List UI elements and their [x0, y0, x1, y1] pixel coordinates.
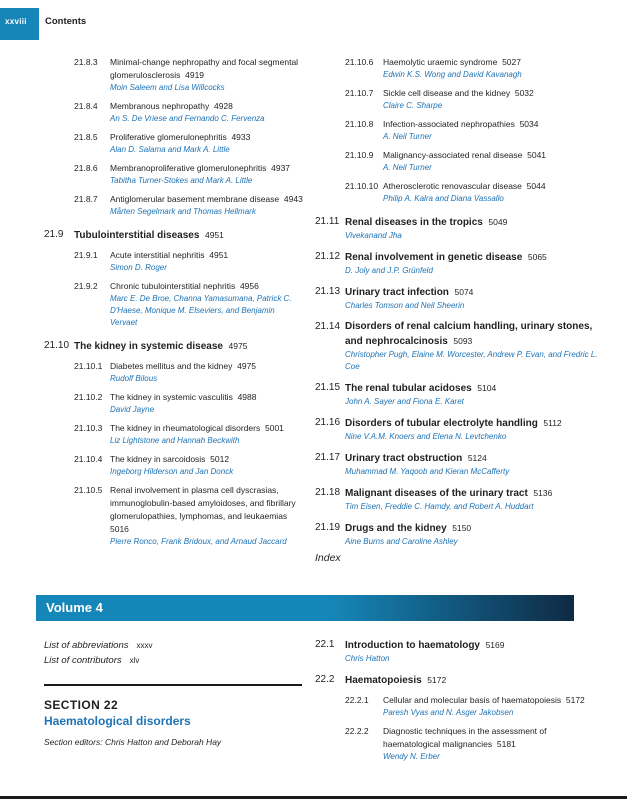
toc-section[interactable] — [315, 451, 605, 478]
entry-authors: An S. De Vriese and Fernando C. Fervenza — [110, 114, 265, 123]
entry-page: 5032 — [514, 88, 534, 98]
entry-title: The renal tubular acidoses — [345, 383, 472, 394]
entry-number: 21.10 — [44, 340, 70, 351]
entry-page: 5044 — [526, 181, 546, 191]
entry-title: The kidney in systemic disease — [74, 341, 223, 352]
toc-entry[interactable] — [44, 100, 304, 125]
entry-page: 4951 — [204, 230, 224, 240]
toc-entry[interactable] — [315, 118, 605, 143]
entry-authors: Pierre Ronco, Frank Bridoux, and Arnaud Jaccard — [110, 537, 287, 546]
toc-entry[interactable] — [315, 725, 605, 763]
entry-number: 21.8.7 — [74, 194, 98, 204]
entry-number: 21.11 — [315, 216, 340, 227]
contributors-page: xlv — [129, 656, 140, 665]
entry-title: Proliferative glomerulonephritis — [110, 132, 227, 142]
toc-entry[interactable] — [315, 149, 605, 174]
entry-title: Membranoproliferative glomerulonephritis — [110, 163, 267, 173]
entry-number: 21.18 — [315, 487, 341, 498]
entry-authors: Nine V.A.M. Knoers and Elena N. Levtchenko — [345, 432, 507, 441]
section-divider — [44, 684, 302, 686]
entry-number: 21.16 — [315, 417, 341, 428]
entry-number: 21.10.5 — [74, 485, 103, 495]
entry-authors: Edwin K.S. Wong and David Kavanagh — [383, 70, 522, 79]
entry-authors: Charles Tomson and Neil Sheerin — [345, 301, 465, 310]
entry-authors: Aine Burns and Caroline Ashley — [345, 537, 458, 546]
toc-section[interactable] — [44, 228, 304, 243]
toc-entry[interactable] — [44, 391, 304, 416]
entry-authors: A. Neil Turner — [383, 163, 432, 172]
entry-number: 21.19 — [315, 522, 341, 533]
entry-authors: Tabitha Turner-Stokes and Mark A. Little — [110, 176, 253, 185]
entry-page: 4975 — [228, 341, 248, 351]
entry-number: 21.8.6 — [74, 163, 98, 173]
toc-section[interactable] — [315, 215, 605, 242]
abbreviations-page: xxxv — [136, 641, 153, 650]
entry-authors: John A. Sayer and Fiona E. Karet — [345, 397, 464, 406]
entry-title: Diagnostic techniques in the assessment of haematological malignancies — [383, 726, 547, 749]
contributors-entry[interactable] — [44, 653, 153, 668]
toc-entry[interactable] — [315, 694, 605, 719]
entry-page: 5012 — [210, 454, 230, 464]
entry-title: Minimal-change nephropathy and focal segmental glomerulosclerosis — [110, 57, 299, 80]
toc-entry[interactable] — [315, 56, 605, 81]
entry-title: Disorders of tubular electrolyte handling — [345, 418, 538, 429]
entry-number: 22.1 — [315, 639, 335, 650]
entry-number: 21.17 — [315, 452, 341, 463]
entry-authors: Simon D. Roger — [110, 263, 167, 272]
entry-authors: Muhammad M. Yaqoob and Kieran McCafferty — [345, 467, 510, 476]
entry-page: 5172 — [427, 675, 447, 685]
toc-section[interactable] — [315, 285, 605, 312]
volume4-entries — [315, 638, 605, 763]
section-title: Haematological disorders — [44, 714, 191, 728]
entry-page: 5049 — [488, 217, 508, 227]
entry-page: 5172 — [565, 695, 585, 705]
toc-section[interactable] — [44, 339, 304, 354]
entry-authors: Wendy N. Erber — [383, 752, 440, 761]
entry-number: 21.9.2 — [74, 281, 98, 291]
volume-label: Volume 4 — [46, 600, 103, 615]
entry-number: 22.2.2 — [345, 726, 369, 736]
entry-authors: Paresh Vyas and N. Asger Jakobsen — [383, 708, 514, 717]
page-number: xxviii — [5, 17, 27, 26]
entry-page: 5169 — [485, 640, 505, 650]
entry-title: Antiglomerular basement membrane disease — [110, 194, 280, 204]
toc-section[interactable] — [315, 673, 605, 688]
entry-number: 21.10.8 — [345, 119, 374, 129]
front-matter-list — [44, 638, 153, 668]
entry-page: 5065 — [527, 252, 547, 262]
entry-title: Malignancy-associated renal disease — [383, 150, 523, 160]
entry-authors: A. Neil Turner — [383, 132, 432, 141]
entry-number: 21.10.6 — [345, 57, 374, 67]
entry-title: Tubulointerstitial diseases — [74, 230, 200, 241]
entry-number: 22.2.1 — [345, 695, 369, 705]
entry-authors: Marc E. De Broe, Channa Yamasumana, Patrick C. D'Haese, Monique M. Elseviers, and Benjamin Vervaet — [110, 294, 292, 327]
entry-title: Drugs and the kidney — [345, 523, 447, 534]
entry-page: 5112 — [543, 418, 562, 428]
entry-page: 5093 — [453, 336, 473, 346]
entry-title: Sickle cell disease and the kidney — [383, 88, 511, 98]
toc-entry[interactable] — [44, 422, 304, 447]
entry-page: 5136 — [533, 488, 553, 498]
toc-entry[interactable] — [44, 280, 304, 329]
entry-title: Renal involvement in plasma cell dyscrasias, immunoglobulin-based amyloidoses, and fibrillary glomerulopathies, lymphomas, and leukaemias — [110, 485, 296, 521]
entry-page: 5001 — [264, 423, 284, 433]
entry-number: 21.10.9 — [345, 150, 374, 160]
entry-page: 5016 — [110, 524, 129, 534]
toc-section[interactable] — [315, 250, 605, 277]
entry-authors: D. Joly and J.P. Grünfeld — [345, 266, 433, 275]
entry-number: 21.13 — [315, 286, 341, 297]
entry-authors: Moin Saleem and Lisa Willcocks — [110, 83, 225, 92]
toc-entry[interactable] — [44, 131, 304, 156]
entry-page: 5027 — [502, 57, 521, 67]
entry-title: Infection-associated nephropathies — [383, 119, 515, 129]
entry-title: Urinary tract obstruction — [345, 453, 463, 464]
entry-title: Membranous nephropathy — [110, 101, 210, 111]
entry-title: Cellular and molecular basis of haematopoiesis — [383, 695, 562, 705]
entry-number: 21.8.5 — [74, 132, 98, 142]
entry-number: 21.10.7 — [345, 88, 374, 98]
entry-title: Renal involvement in genetic disease — [345, 252, 523, 263]
entry-title: Haemolytic uraemic syndrome — [383, 57, 498, 67]
entry-page: 4919 — [185, 70, 205, 80]
toc-entry[interactable] — [44, 249, 304, 274]
entry-title: Acute interstitial nephritis — [110, 250, 205, 260]
toc-entry[interactable] — [44, 453, 304, 478]
entry-number: 21.10.3 — [74, 423, 103, 433]
entry-page: 5041 — [527, 150, 547, 160]
entry-page: 4975 — [237, 361, 257, 371]
entry-title: The kidney in sarcoidosis — [110, 454, 206, 464]
entry-title: Malignant diseases of the urinary tract — [345, 488, 528, 499]
entry-page: 4988 — [237, 392, 257, 402]
entry-page: 5181 — [496, 739, 516, 749]
entry-page: 5104 — [477, 383, 497, 393]
entry-number: 21.15 — [315, 382, 341, 393]
running-head: Contents — [45, 16, 87, 27]
entry-page: 4928 — [213, 101, 233, 111]
toc-entry[interactable] — [44, 193, 304, 218]
entry-authors: Tim Eisen, Freddie C. Hamdy, and Robert A. Huddart — [345, 502, 534, 511]
section-number: SECTION 22 — [44, 698, 119, 712]
entry-authors: Claire C. Sharpe — [383, 101, 443, 110]
entry-authors: Chris Hatton — [345, 654, 390, 663]
entry-number: 21.14 — [315, 321, 341, 332]
entry-page: 5150 — [452, 523, 472, 533]
toc-section[interactable] — [315, 320, 605, 373]
toc-entry[interactable] — [315, 87, 605, 112]
index-entry[interactable]: Index — [315, 552, 341, 564]
entry-title: Chronic tubulointerstitial nephritis — [110, 281, 236, 291]
entry-authors: Alan D. Salama and Mark A. Little — [110, 145, 230, 154]
entry-title: Haematopoiesis — [345, 675, 422, 686]
entry-authors: Vivekanand Jha — [345, 231, 402, 240]
entry-title: Diabetes mellitus and the kidney — [110, 361, 233, 371]
entry-number: 21.8.3 — [74, 57, 98, 67]
entry-number: 21.9 — [44, 229, 64, 240]
entry-number: 22.2 — [315, 674, 335, 685]
entry-number: 21.12 — [315, 251, 341, 262]
entry-authors: Christopher Pugh, Elaine M. Worcester, Andrew P. Evan, and Fredric L. Coe — [345, 350, 598, 371]
entry-number: 21.10.1 — [74, 361, 103, 371]
entry-authors: Philip A. Kalra and Diana Vassallo — [383, 194, 504, 203]
toc-right-column — [315, 56, 605, 565]
entry-number: 21.10.10 — [345, 181, 379, 191]
entry-page: 5074 — [454, 287, 474, 297]
volume-banner — [36, 595, 574, 621]
entry-title: Introduction to haematology — [345, 640, 480, 651]
toc-entry[interactable] — [44, 360, 304, 385]
toc-section[interactable] — [315, 416, 605, 443]
toc-entry[interactable] — [44, 162, 304, 187]
entry-page: 4933 — [231, 132, 251, 142]
entry-number: 21.8.4 — [74, 101, 98, 111]
contributors-label: List of contributors — [44, 655, 122, 666]
entry-page: 5034 — [519, 119, 539, 129]
section-editors: Section editors: Chris Hatton and Deborah Hay — [44, 737, 222, 747]
entry-page: 4956 — [239, 281, 259, 291]
toc-section[interactable] — [315, 381, 605, 408]
entry-authors: Mårten Segelmark and Thomas Hellmark — [110, 207, 256, 216]
entry-title: Disorders of renal calcium handling, urinary stones, and nephrocalcinosis — [345, 321, 593, 347]
toc-section[interactable] — [315, 486, 605, 513]
abbreviations-entry[interactable] — [44, 638, 153, 653]
toc-entry[interactable] — [44, 56, 304, 94]
entry-page: 4943 — [283, 194, 303, 204]
abbreviations-label: List of abbreviations — [44, 640, 129, 651]
entry-title: The kidney in systemic vasculitis — [110, 392, 233, 402]
entry-title: Urinary tract infection — [345, 287, 449, 298]
entry-page: 5124 — [467, 453, 487, 463]
entry-authors: David Jayne — [110, 405, 155, 414]
entry-authors: Liz Lightstone and Hannah Beckwith — [110, 436, 240, 445]
entry-title: Atherosclerotic renovascular disease — [383, 181, 522, 191]
entry-authors: Rudolf Bilous — [110, 374, 158, 383]
entry-number: 21.9.1 — [74, 250, 98, 260]
entry-number: 21.10.4 — [74, 454, 103, 464]
entry-page: 4951 — [209, 250, 229, 260]
toc-section[interactable] — [315, 521, 605, 548]
toc-left-column — [44, 56, 304, 548]
entry-title: The kidney in rheumatological disorders — [110, 423, 261, 433]
entry-title: Renal diseases in the tropics — [345, 217, 483, 228]
entry-authors: Ingeborg Hilderson and Jan Donck — [110, 467, 234, 476]
toc-entry[interactable] — [44, 484, 304, 548]
toc-entry[interactable] — [315, 180, 605, 205]
toc-section[interactable] — [315, 638, 605, 665]
entry-page: 4937 — [271, 163, 291, 173]
entry-number: 21.10.2 — [74, 392, 103, 402]
